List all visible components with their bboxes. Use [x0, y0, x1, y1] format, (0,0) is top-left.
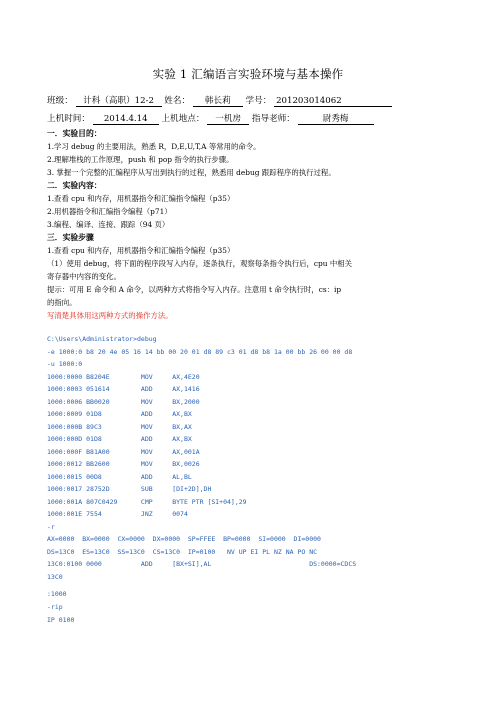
- terminal-line-7: 1000:0009 01D8 ADD AX,BX: [47, 410, 192, 418]
- red-instruction-note: 写清楚具体用这两种方式的操作方法。: [47, 311, 173, 320]
- time-label: 上机时间：: [47, 114, 90, 124]
- section-2-heading: 二．实验内容：: [47, 181, 102, 190]
- terminal-line-3: -u 1000:0: [47, 360, 83, 368]
- terminal-line-16: -r: [47, 523, 55, 531]
- terminal-line-6: 1000:0006 BB0020 MOV BX,2000: [47, 398, 200, 406]
- terminal-line-19: 13C0:0100 0000 ADD [BX+SI],AL DS:0000=CDCS: [47, 560, 357, 568]
- section-3-paragraph-1a: （1）使用 debug，将下面的程序段写入内存，逐条执行，观察每条指令执行后，cpu 中相关: [47, 259, 353, 268]
- terminal-line-20: 13C0: [47, 573, 63, 581]
- terminal-line-5: 1000:0003 051614 ADD AX,1416: [47, 385, 200, 393]
- terminal-line-12: 1000:0015 00D8 ADD AL,BL: [47, 473, 192, 481]
- class-label: 班级：: [47, 96, 73, 106]
- section-1-item-3: 3. 掌握一个完整的汇编程序从写出到执行的过程，熟悉用 debug 跟踪程序的执行过程。: [47, 168, 336, 177]
- section-2-item-3: 3.编程、编译、连接、跟踪（94 页）: [47, 220, 170, 229]
- info-row-2: [47, 112, 374, 125]
- section-3-paragraph-1b: 寄存器中内容的变化。: [47, 272, 121, 281]
- teacher-value: 尉秀梅: [298, 112, 374, 125]
- page-title: 实验 1 汇编语言实验环境与基本操作: [152, 67, 344, 81]
- info-row-1: [47, 94, 392, 107]
- terminal-line-13: 1000:0017 28752D SUB [DI+2D],DH: [47, 485, 212, 493]
- terminal-line-15: 1000:001E 7554 JNZ 0074: [47, 510, 188, 518]
- section-1-item-2: 2.理解堆栈的工作原理，push 和 pop 指令的执行步骤。: [47, 155, 234, 164]
- terminal-line-22: -rip: [47, 603, 63, 611]
- section-1-heading: 一．实验目的：: [47, 129, 102, 138]
- section-1-item-1: 1.学习 debug 的主要用法，熟悉 R，D,E,U,T,A 等常用的命令。: [47, 142, 261, 151]
- terminal-line-23: IP 0100: [47, 616, 75, 624]
- name-label: 姓名：: [164, 96, 191, 106]
- section-3-paragraph-2a: 提示：可用 E 命令和 A 命令，以两种方式将指令写入内存。注意用 t 命令执行时，cs：ip: [47, 285, 342, 294]
- terminal-line-10: 1000:000F B81A00 MOV AX,001A: [47, 448, 200, 456]
- terminal-line-9: 1000:000D 01D8 ADD AX,BX: [47, 435, 192, 443]
- section-3-heading: 三．实验步骤: [47, 233, 94, 242]
- teacher-label: 指导老师：: [251, 114, 295, 124]
- id-label: 学号：: [245, 96, 272, 106]
- section-2-item-1: 1.查看 cpu 和内存，用机器指令和汇编指令编程（p35）: [47, 194, 235, 203]
- terminal-line-4: 1000:0000 B8204E MOV AX,4E20: [47, 373, 200, 381]
- terminal-line-8: 1000:000B 89C3 MOV BX,AX: [47, 423, 192, 431]
- place-label: 上机地点：: [161, 114, 205, 124]
- section-2-item-2: 2.用机器指令和汇编指令编程（p71）: [47, 207, 172, 216]
- class-value: 计科（高职）12-2: [76, 94, 162, 107]
- terminal-line-17: AX=0000 BX=0000 CX=0000 DX=0000 SP=FFEE BP=0000 SI=0000 DI=0000: [47, 535, 321, 543]
- name-value: 韩长莉: [193, 94, 243, 107]
- terminal-line-21: :1000: [47, 590, 67, 598]
- terminal-line-1: C:\Users\Administrator>debug: [47, 335, 157, 343]
- terminal-line-11: 1000:0012 BB2600 MOV BX,0026: [47, 460, 200, 468]
- section-3-paragraph-2b: 的指向。: [47, 298, 77, 307]
- time-value: 2014.4.14: [93, 114, 159, 125]
- terminal-line-2: -e 1000:0 b8 20 4e 05 16 14 bb 00 20 01 d8 89 c3 01 d8 b8 1a 00 bb 26 00 00 d8: [47, 348, 353, 356]
- id-value: 201203014062: [274, 96, 392, 107]
- section-3-item-1: 1.查看 cpu 和内存，用机器指令和汇编指令编程（p35）: [47, 246, 235, 255]
- terminal-line-14: 1000:001A 807C0429 CMP BYTE PTR [SI+04],29: [47, 498, 247, 506]
- place-value: 一机房: [207, 112, 249, 125]
- terminal-line-18: DS=13C0 ES=13C0 SS=13C0 CS=13C0 IP=0100 NV UP EI PL NZ NA PO NC: [47, 548, 318, 556]
